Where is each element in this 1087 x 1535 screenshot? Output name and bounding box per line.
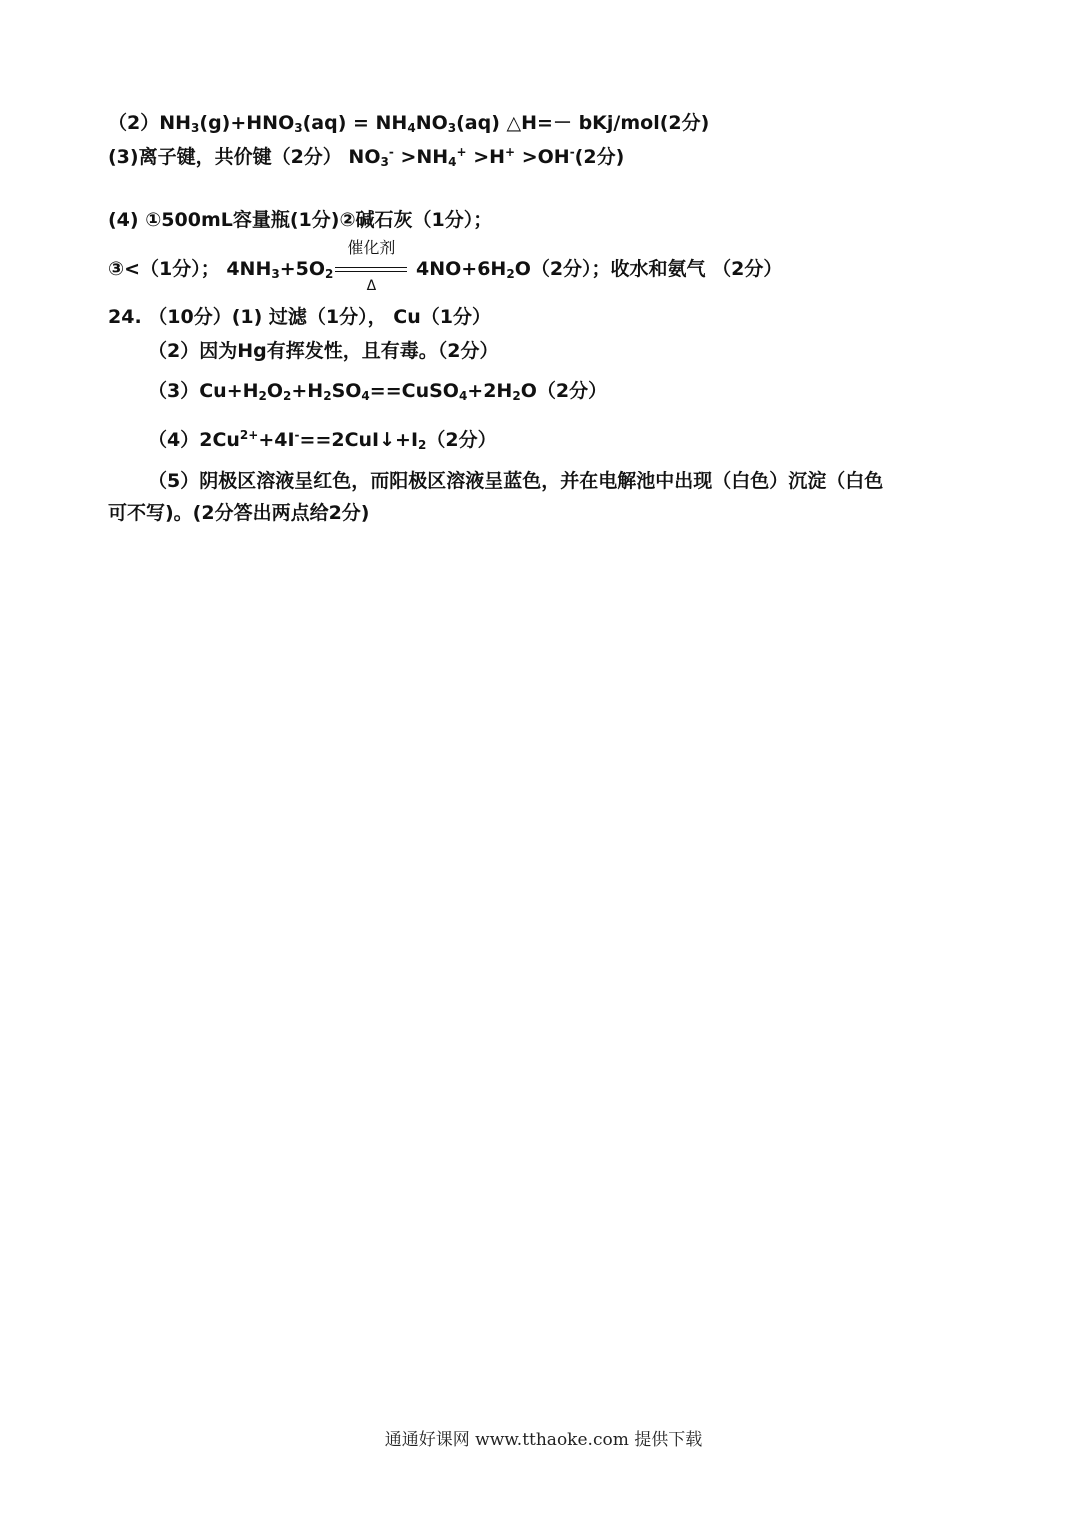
catalyst-label: 催化剂 (347, 237, 396, 257)
text-segment: 4NO+6H (409, 258, 507, 280)
question-24-header (108, 305, 491, 329)
subscript: 4 (407, 121, 416, 135)
text-segment: （2）因为Hg有挥发性，且有毒。（2分） (148, 340, 499, 362)
text-segment: (2分) (574, 146, 625, 168)
superscript: + (505, 145, 516, 159)
text-segment: (g)+HNO (199, 112, 295, 134)
page-footer: 通通好课网 www.tthaoke.com 提供下载 (384, 1430, 703, 1450)
text-segment: O（2分） (520, 380, 608, 402)
text-segment: +2H (467, 380, 513, 402)
answer-line-4-equation (108, 237, 783, 294)
superscript: - (569, 145, 575, 159)
text-segment: （5）阴极区溶液呈红色，而阳极区溶液呈蓝色，并在电解池中出现（白色）沉淀（白色 (148, 470, 884, 492)
text-segment: (aq) = NH (302, 112, 408, 134)
superscript: + (456, 145, 467, 159)
subscript: 2 (512, 389, 521, 403)
text-segment: SO (331, 380, 362, 402)
subscript: 4 (448, 155, 457, 169)
answer-24-5-part1 (148, 469, 883, 493)
text-segment: (4) ①500mL容量瓶(1分)②碱石灰（1分）； (108, 209, 493, 231)
text-segment: （4）2Cu (148, 429, 240, 451)
text-segment: （2分） (426, 429, 497, 451)
subscript: 3 (191, 121, 200, 135)
subscript: 2 (506, 267, 515, 281)
subscript: 2 (258, 389, 267, 403)
text-segment: 可不写)。(2分答出两点给2分) (108, 502, 370, 524)
subscript: 2 (283, 389, 292, 403)
superscript: 2+ (239, 428, 259, 442)
text-segment: ==CuSO (369, 380, 459, 402)
subscript: 4 (458, 389, 468, 403)
text-segment: ③<（1分）； 4NH (108, 258, 272, 280)
text-segment: (3)离子键，共价键（2分） NO (108, 146, 381, 168)
text-segment: +H (291, 380, 324, 402)
subscript: 2 (418, 438, 427, 452)
double-line (335, 267, 407, 272)
answer-24-2 (148, 339, 498, 363)
text-segment: 24. （10分）(1) 过滤（1分）， Cu（1分） (108, 306, 491, 328)
answer-24-4-equation (148, 428, 497, 452)
text-segment: +5O (279, 258, 326, 280)
subscript: 3 (271, 267, 280, 281)
heat-symbol: Δ (366, 277, 377, 294)
subscript: 4 (361, 389, 370, 403)
answer-line-3-bonds-ions (108, 145, 624, 169)
subscript: 3 (447, 121, 457, 135)
text-segment: O（2分）；收水和氨气 （2分） (514, 258, 783, 280)
text-segment: >OH (515, 146, 570, 168)
subscript: 3 (380, 155, 389, 169)
answer-line-2-thermo-equation (108, 111, 709, 135)
text-segment: （2）NH (108, 112, 192, 134)
text-segment: NO (415, 112, 448, 134)
answer-24-3-equation (148, 379, 607, 403)
text-segment: ==2CuI↓+I (299, 429, 419, 451)
answer-24-5-part2 (108, 501, 370, 525)
subscript: 3 (294, 121, 303, 135)
text-segment: (aq) △H=－ bKj/mol(2分) (456, 112, 710, 134)
superscript: - (388, 145, 394, 159)
text-segment: （3）Cu+H (148, 380, 259, 402)
text-segment: O (266, 380, 284, 402)
answer-line-4-apparatus (108, 208, 492, 232)
text-segment: +4I (258, 429, 295, 451)
subscript: 2 (323, 389, 332, 403)
reaction-condition-arrow (335, 237, 407, 294)
text-segment: >H (466, 146, 506, 168)
text-segment: >NH (393, 146, 449, 168)
superscript: - (294, 428, 300, 442)
subscript: 2 (325, 267, 334, 281)
